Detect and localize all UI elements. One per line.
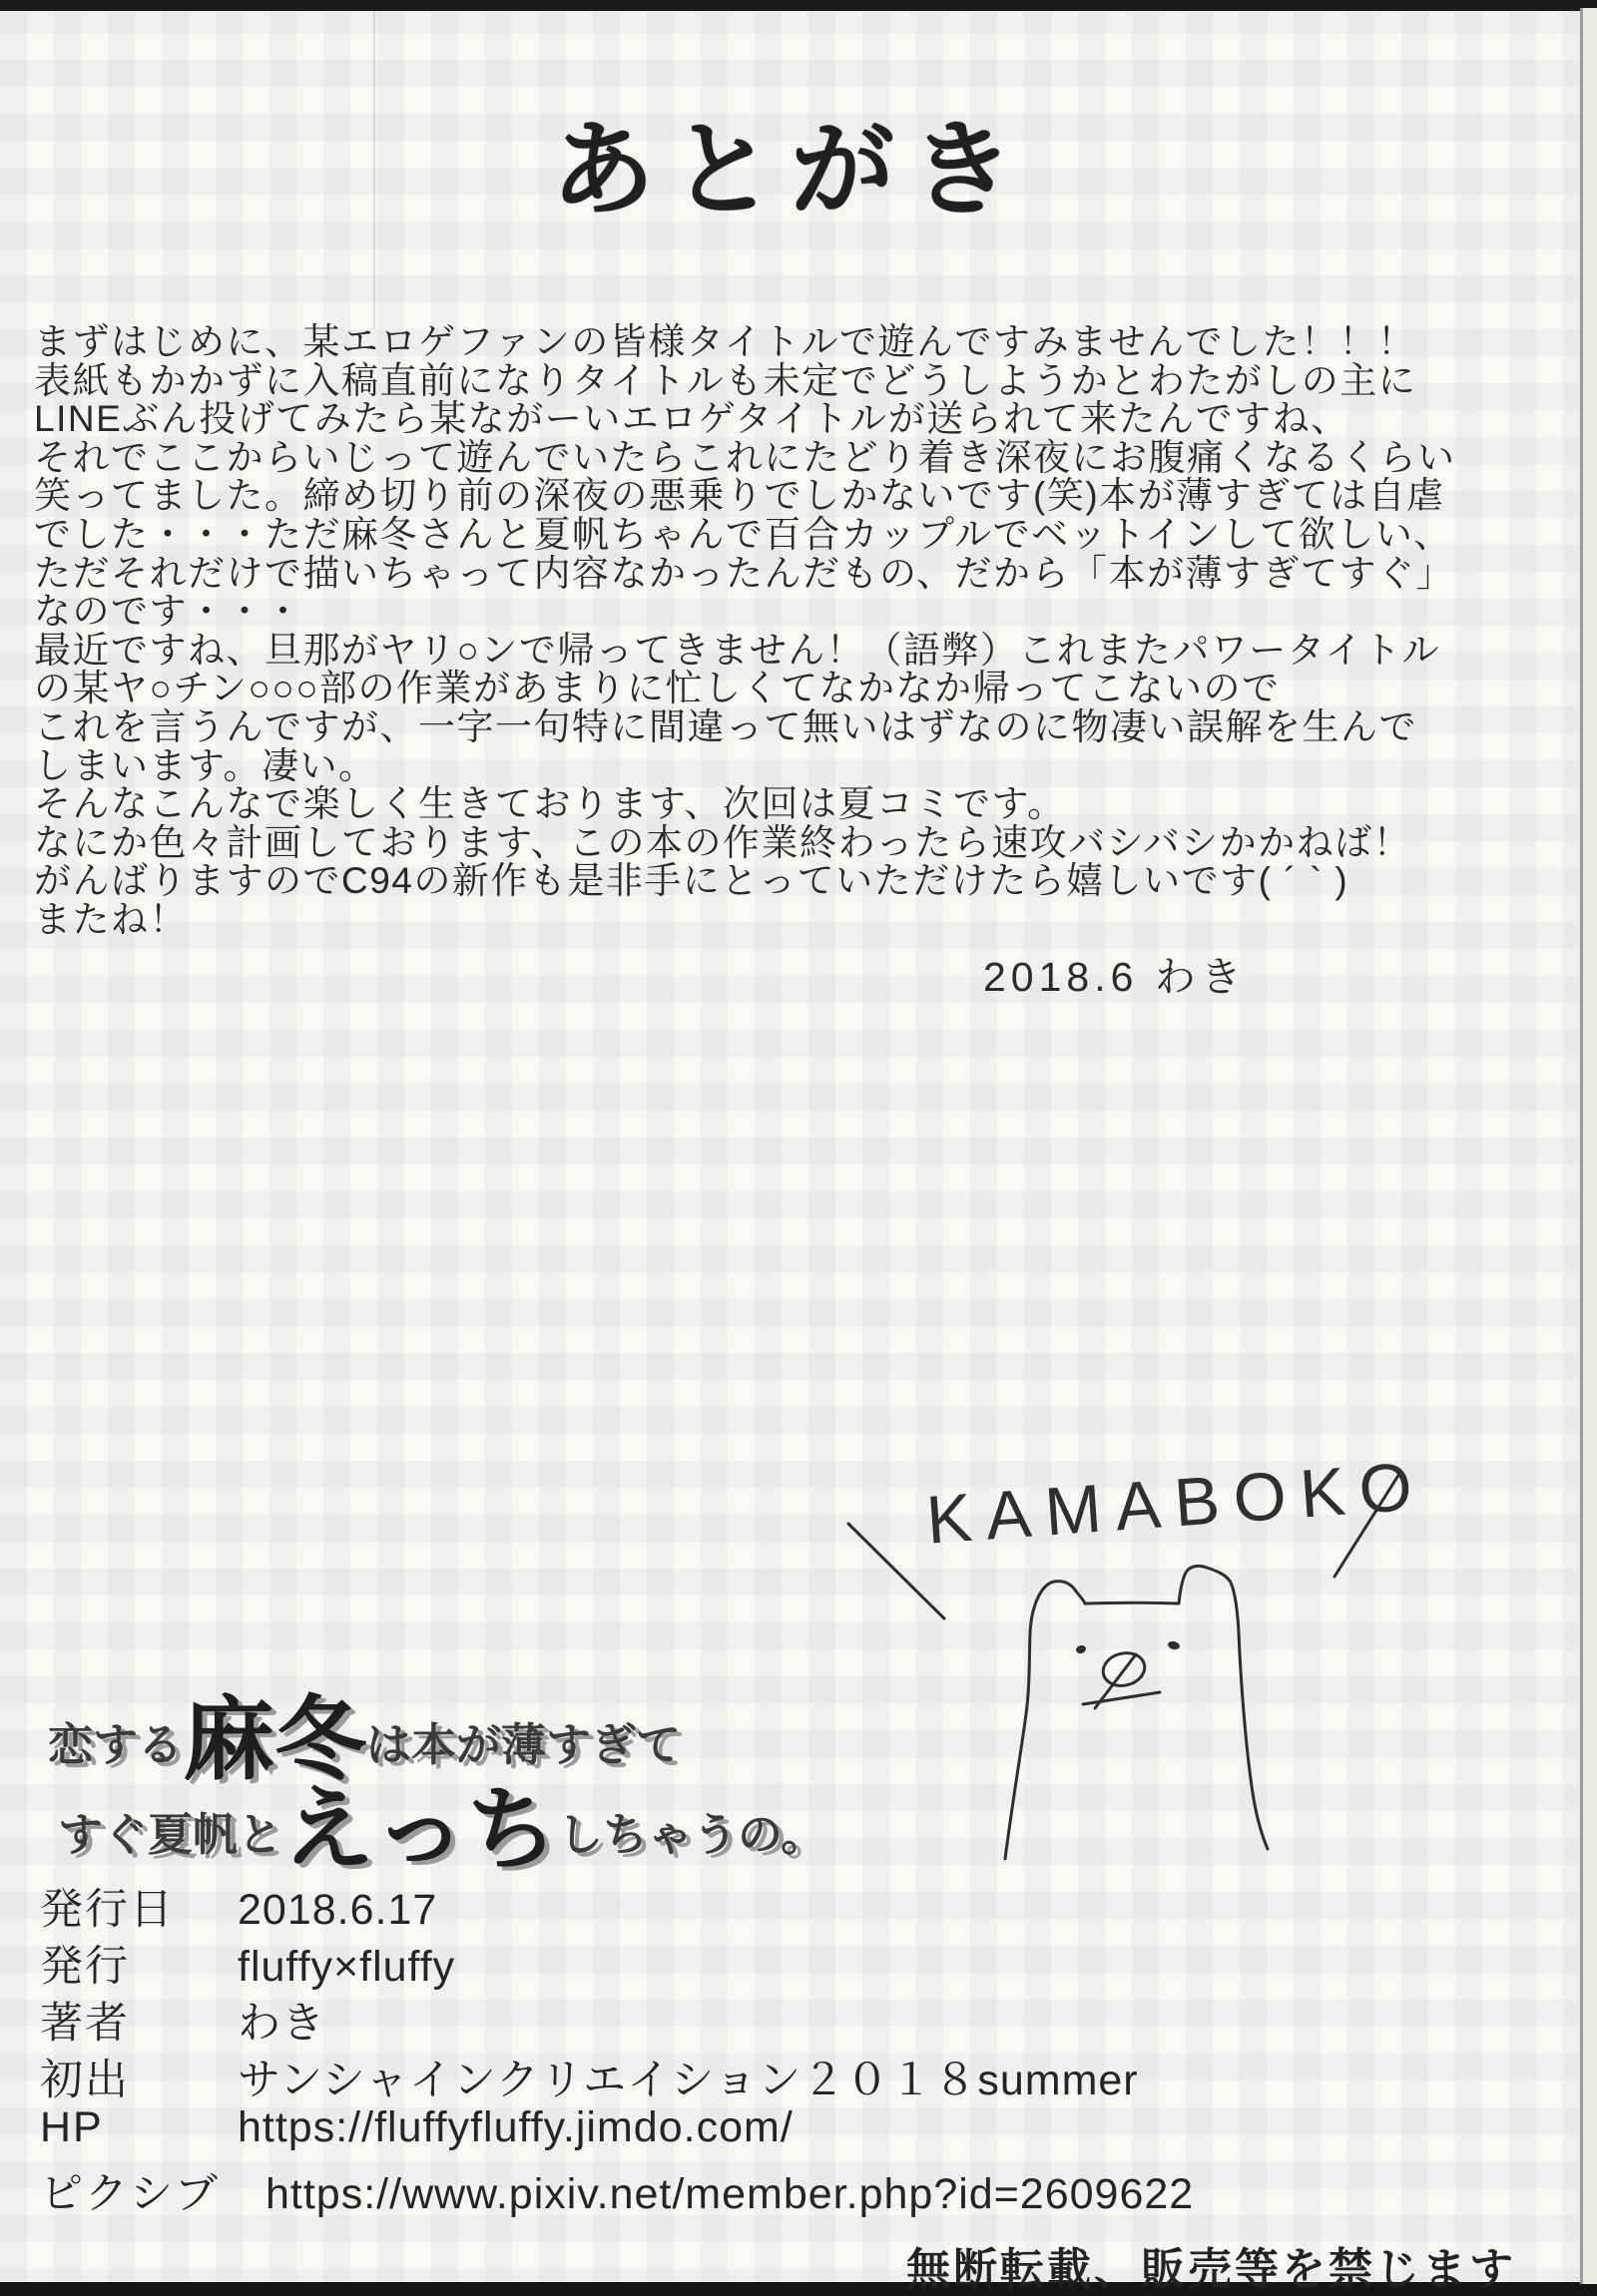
logo-text-small: は本が薄すぎて bbox=[366, 1718, 682, 1770]
colophon-value: fluffy×fluffy bbox=[238, 1943, 456, 1991]
colophon-value: わき bbox=[238, 2000, 325, 2048]
page-title: あとがき bbox=[551, 113, 1031, 229]
colophon-value: サンシャインクリエイション２０１８summer bbox=[238, 2057, 1139, 2104]
bear-eye-left bbox=[1075, 1644, 1087, 1655]
afterword-line: LINEぶん投げてみたら某ながーいエロゲタイトルが送られて来たんですね、 bbox=[34, 398, 1349, 440]
signature-date: 2018.6 わき bbox=[983, 954, 1247, 1000]
colophon-row-pixiv bbox=[40, 2160, 1194, 2217]
colophon-label: 初出 bbox=[40, 2057, 130, 2104]
kamaboko-caption: KAMABOKO bbox=[923, 1447, 1429, 1559]
scan-edge-top bbox=[0, 0, 1597, 11]
colophon-label: ピクシブ bbox=[40, 2170, 220, 2218]
colophon-row-homepage bbox=[40, 2103, 1194, 2160]
afterword-line: またね！ bbox=[34, 898, 188, 940]
logo-text-small: しちゃうの。 bbox=[558, 1808, 826, 1860]
book-title-logo-line2 bbox=[58, 1779, 826, 1881]
afterword-line: がんばりますのでC94の新作も是非手にとっていただけたら嬉しいです( ´ ` ) bbox=[34, 860, 1349, 902]
bear-mouth-line2 bbox=[1083, 1692, 1160, 1704]
scan-edge-right-band bbox=[1583, 8, 1597, 2284]
afterword-line: の某ヤ○チン○○○部の作業があまりに忙しくてなかなか帰ってこないので bbox=[34, 668, 1281, 709]
colophon-value-url: https://www.pixiv.net/member.php?id=2609622 bbox=[266, 2170, 1195, 2218]
logo-text-small: 恋する bbox=[48, 1718, 184, 1770]
scan-edge-right-line bbox=[1580, 8, 1583, 2284]
colophon-label: 発行 bbox=[40, 1943, 130, 1991]
colophon bbox=[40, 1876, 1194, 2217]
colophon-value: 2018.6.17 bbox=[238, 1886, 438, 1934]
afterword-line: これを言うんですが、一字一句特に間違って無いはずなのに物凄い誤解を生んで bbox=[34, 705, 1417, 747]
logo-text-big: えっち bbox=[282, 1779, 559, 1881]
book-title-logo-line1 bbox=[48, 1689, 682, 1791]
afterword-text-block bbox=[34, 323, 1576, 940]
afterword-line: ただそれだけで描いちゃって内容なかったんだもの、だから「本が薄すぎてすぐ」 bbox=[34, 552, 1455, 594]
afterword-line: しまいます。凄い。 bbox=[34, 744, 377, 786]
colophon-row-published-date bbox=[40, 1876, 1194, 1933]
afterword-line: でした・・・ただ麻冬さんと夏帆ちゃんで百合カップルでベットインして欲しい、 bbox=[34, 513, 1452, 555]
colophon-row-publisher bbox=[40, 1933, 1194, 1990]
afterword-line: 表紙もかかずに入稿直前になりタイトルも未定でどうしようかとわたがしの主に bbox=[34, 359, 1417, 401]
afterword-line: それでここからいじって遊んでいたらこれにたどり着き深夜にお腹痛くなるくらい bbox=[34, 436, 1456, 478]
colophon-row-first-appearance bbox=[40, 2047, 1194, 2103]
colophon-value-url: https://fluffyfluffy.jimdo.com/ bbox=[238, 2103, 794, 2151]
bear-eye-right bbox=[1167, 1640, 1181, 1651]
bear-outline bbox=[1005, 1566, 1268, 1859]
copyright-notice: 無断転載、販売等を禁じます bbox=[906, 2245, 1516, 2294]
afterword-line: なにか色々計画しております、この本の作業終わったら速攻バシバシかかねば！ bbox=[34, 821, 1412, 863]
afterword-line: 笑ってました。締め切り前の深夜の悪乗りでしかないです(笑)本が薄すぎては自虐 bbox=[34, 475, 1445, 517]
afterword-line: まずはじめに、某エロゲファンの皆様タイトルで遊んですみませんでした！！！ bbox=[34, 321, 1416, 362]
bear-doodle bbox=[818, 1437, 1437, 1896]
afterword-line: そんなこんなで楽しく生きております、次回は夏コミです。 bbox=[34, 783, 1066, 825]
afterword-line: 最近ですね、旦那がヤリ○ンで帰ってきません！（語弊）これまたパワータイトル bbox=[34, 629, 1441, 671]
colophon-row-author bbox=[40, 1990, 1194, 2047]
scan-line-artifact bbox=[373, 10, 375, 329]
logo-text-big: 麻冬 bbox=[183, 1689, 367, 1791]
afterword-line: なのです・・・ bbox=[34, 591, 303, 633]
colophon-label: 著者 bbox=[40, 2000, 130, 2048]
logo-text-small: すぐ夏帆と bbox=[58, 1808, 283, 1860]
colophon-label: 発行日 bbox=[40, 1886, 175, 1934]
colophon-label: HP bbox=[40, 2103, 104, 2151]
